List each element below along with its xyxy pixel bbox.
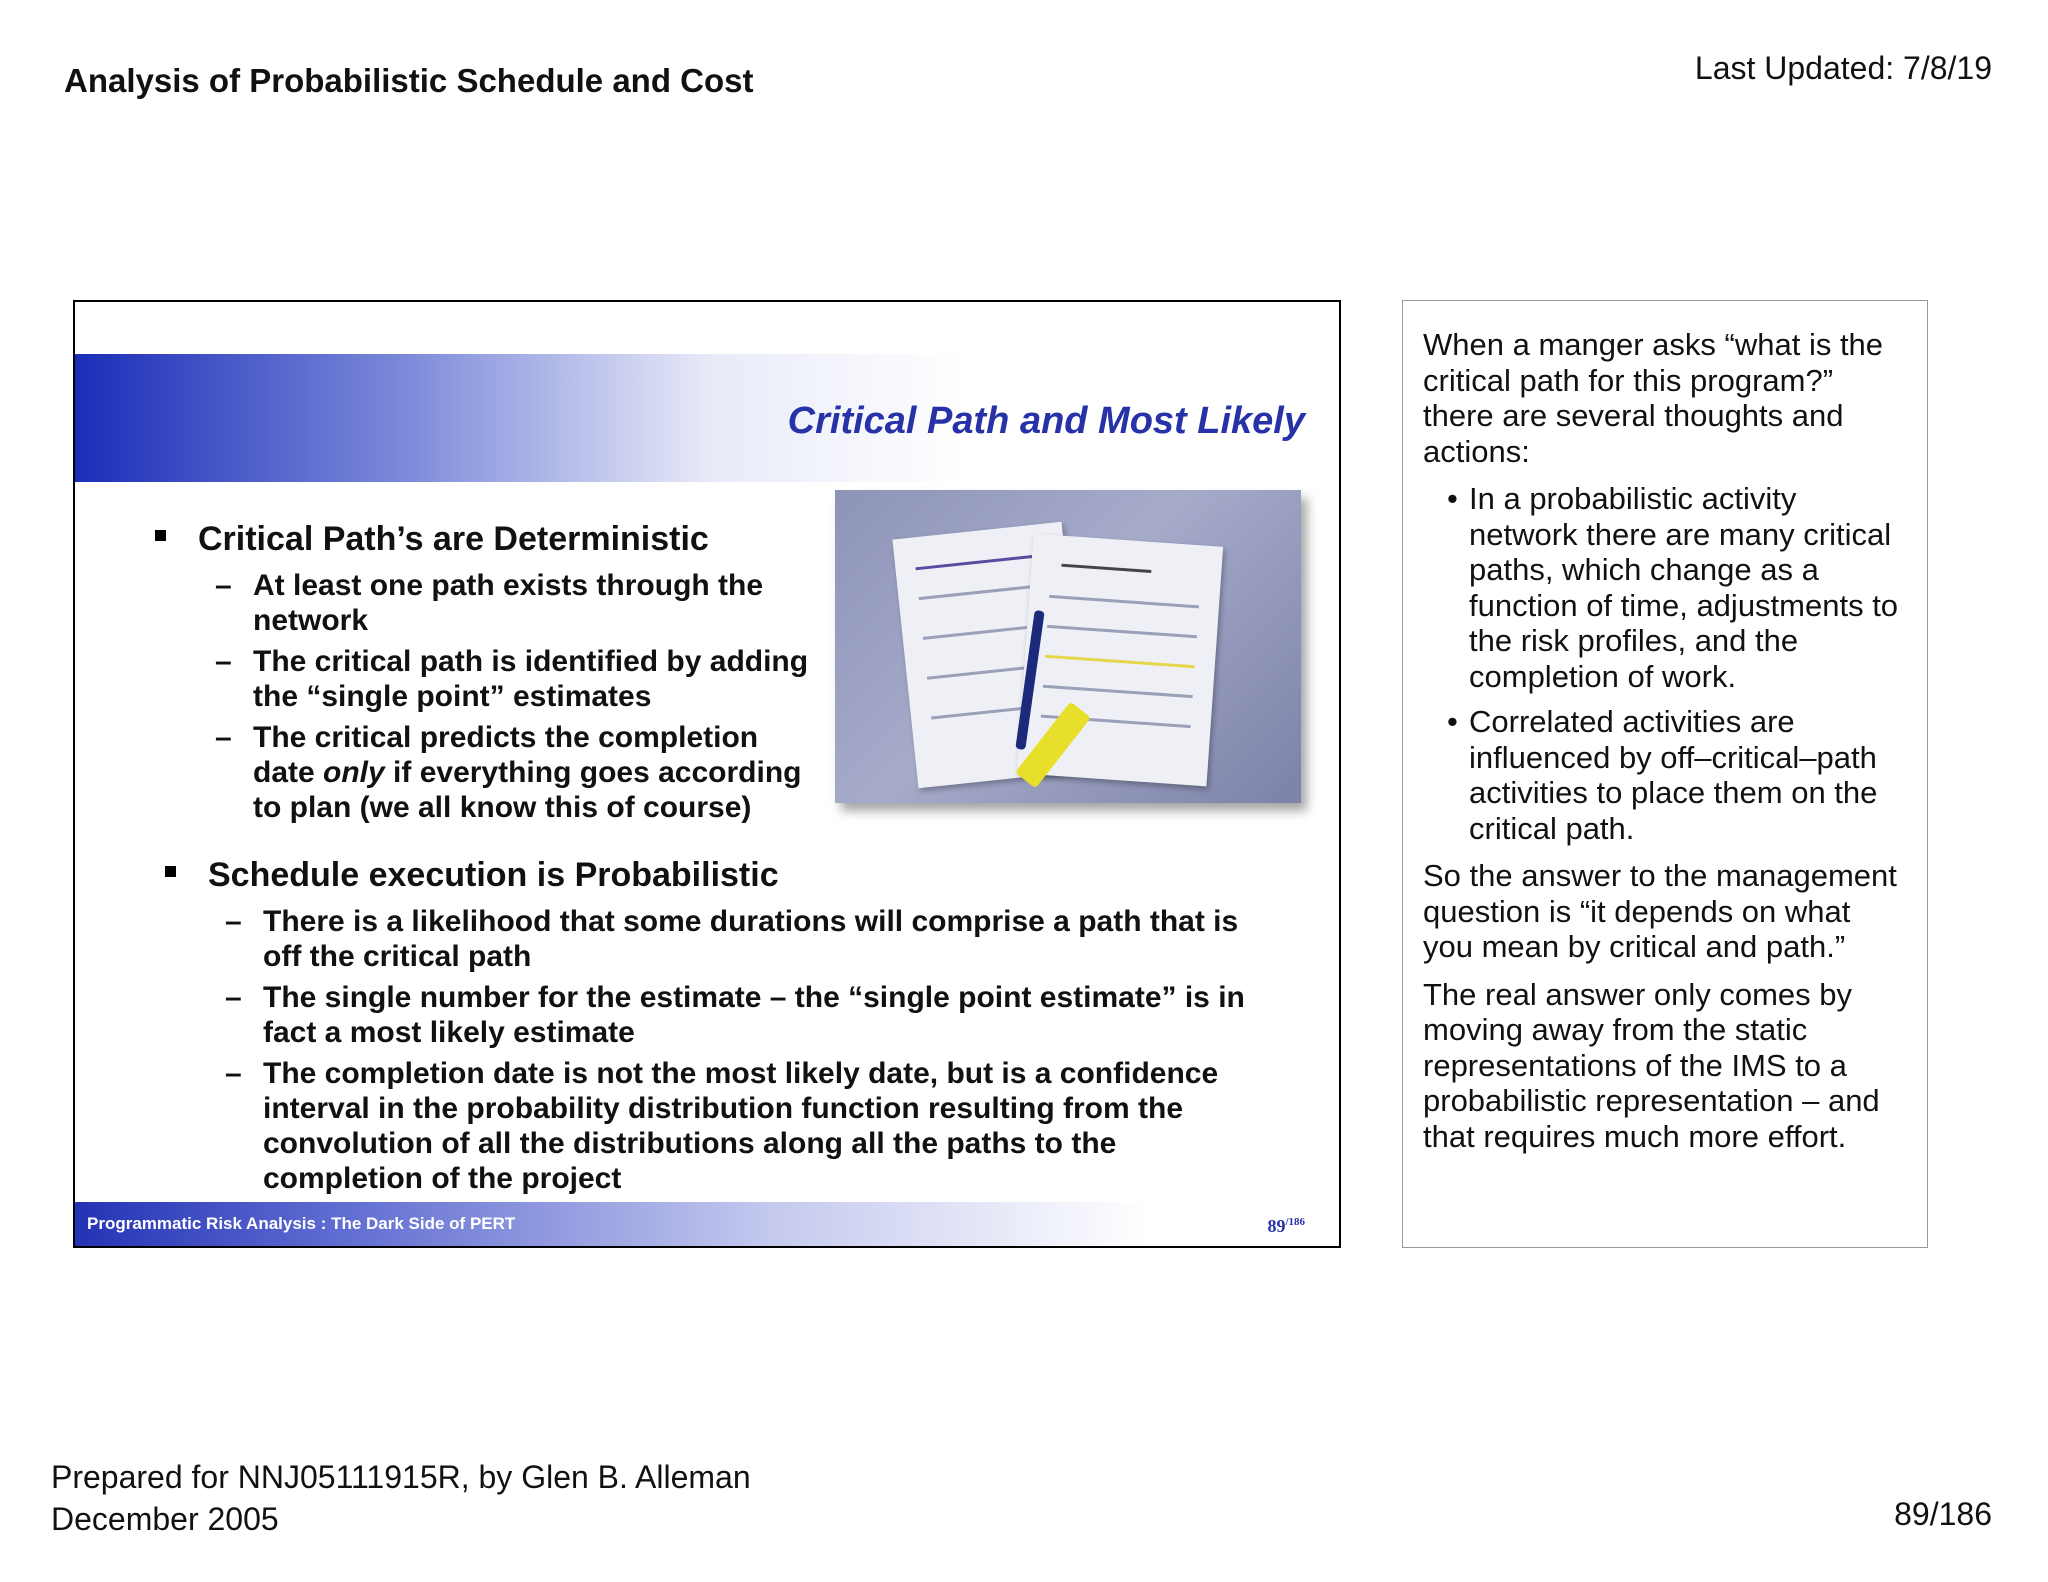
slide-sub-bullet-2-1: – There is a likelihood that some durations will comprise a path that is off the critical path — [225, 905, 1239, 973]
slide-bullet-2: Schedule execution is Probabilistic — [165, 856, 779, 895]
slide-sub-bullet-1-3: – The critical predicts the completion date only if everything goes according to plan (we all know this of course) — [215, 721, 802, 824]
slide-image — [73, 300, 1341, 1248]
prepared-by: Prepared for NNJ05111915R, by Glen B. Alleman December 2005 — [51, 1459, 751, 1537]
last-updated-date: Last Updated: 7/8/19 — [1694, 50, 1992, 86]
slide-bullet-1: Critical Path’s are Deterministic — [155, 520, 709, 559]
square-bullet-icon — [155, 530, 166, 541]
slide-title: Critical Path and Most Likely — [787, 400, 1305, 442]
slide-sub-bullet-1-1: – At least one path exists through the network — [215, 569, 764, 637]
slide-footer-bar — [75, 1202, 1339, 1246]
slide-sub-bullet-2-2: – The single number for the estimate – the “single point estimate” is in fact a most likely estimate — [225, 981, 1245, 1049]
notes-bullet-list — [1423, 481, 1907, 846]
square-bullet-icon — [165, 866, 176, 877]
slide-footer-text: Programmatic Risk Analysis : The Dark Side of PERT — [87, 1214, 516, 1233]
calendar-document-photo — [835, 490, 1301, 803]
slide-sub-bullet-2-3: – The completion date is not the most likely date, but is a confidence interval in the probability distribution function resulting from the convolution of all the distributions along all the paths to the completion of the project — [225, 1057, 1219, 1195]
notes-paragraph-2: So the answer to the management question is “it depends on what you mean by critical and path.” — [1423, 858, 1897, 964]
notes-bullet: • In a probabilistic activity network there are many critical paths, which change as a function of time, adjustments to the risk profiles, and the completion of work. — [1469, 481, 1907, 694]
slide-header-bar — [75, 354, 1341, 482]
notes-paragraph-3: The real answer only comes by moving away from the static representations of the IMS to a probabilistic representation – and that requires much more effort. — [1423, 976, 1880, 1154]
page-number: 89/186 — [1894, 1496, 1992, 1532]
notes-bullet: • Correlated activities are influenced by off–critical–path activities to place them on the critical path. — [1469, 704, 1907, 846]
notes-intro: When a manger asks “what is the critical path for this program?” there are several thoughts and actions: — [1423, 327, 1884, 469]
slide-page-number: $89^{/186}$ — [1267, 1216, 1305, 1236]
emphasis-word: only — [323, 756, 385, 789]
document-title: Analysis of Probabilistic Schedule and Cost — [64, 62, 754, 99]
slide-sub-bullet-1-2: – The critical path is identified by adding the “single point” estimates — [215, 645, 809, 713]
notes-panel — [1402, 300, 1928, 1248]
